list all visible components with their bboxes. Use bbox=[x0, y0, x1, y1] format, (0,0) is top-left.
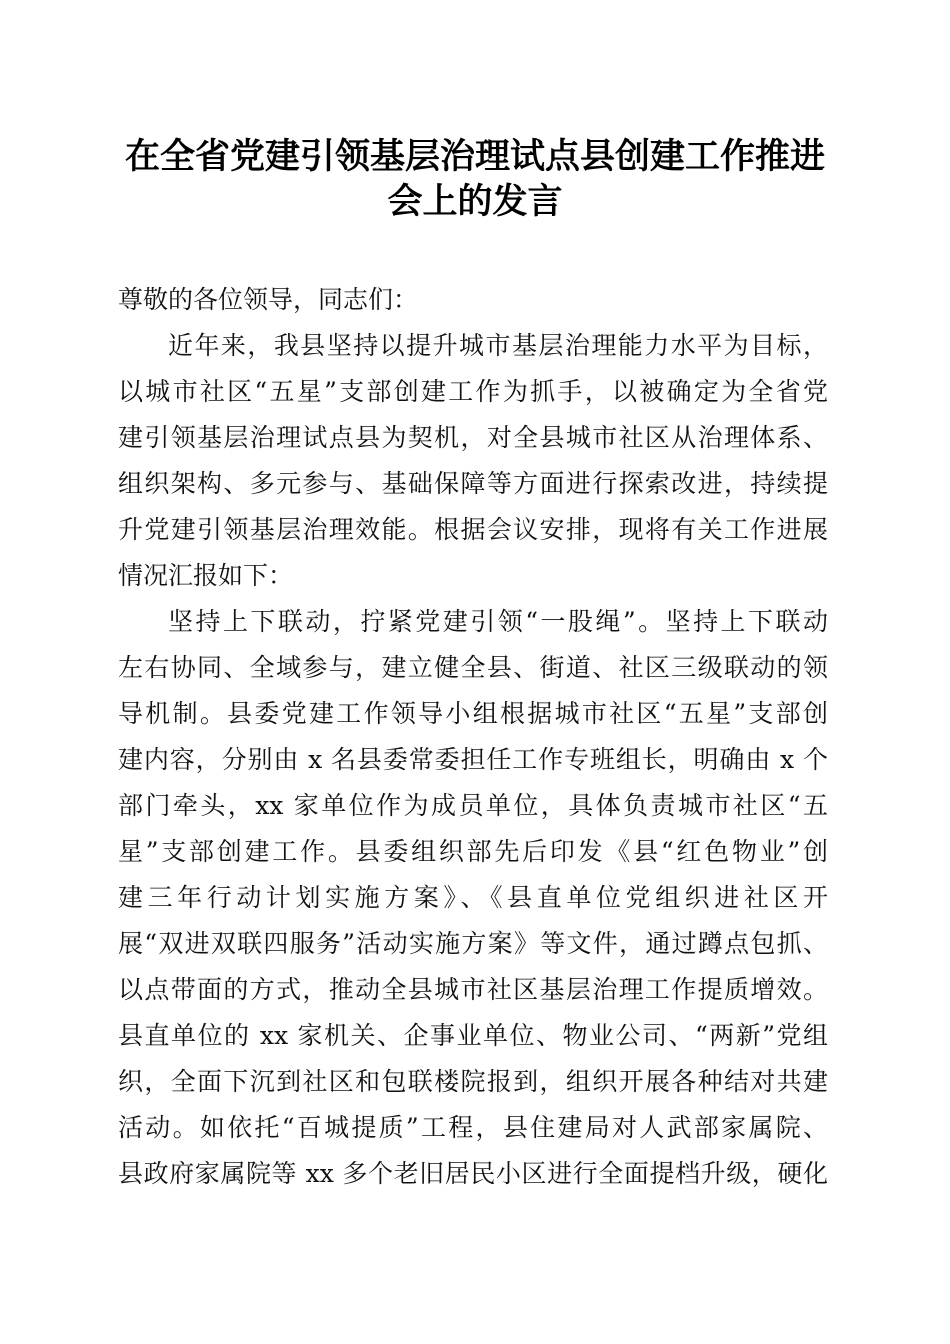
paragraph-2-line: 左右协同、全域参与，建立健全县、街道、社区三级联动的领 bbox=[118, 653, 828, 682]
document-title-line-2: 会上的发言 bbox=[387, 181, 563, 222]
paragraph-2-line: 织，全面下沉到社区和包联楼院报到，组织开展各种结对共建 bbox=[118, 1067, 828, 1096]
paragraph-2-line: 星”支部创建工作。县委组织部先后印发《县“红色物业”创 bbox=[118, 837, 828, 866]
paragraph-1-line: 以城市社区“五星”支部创建工作为抓手，以被确定为全省党 bbox=[118, 377, 828, 406]
paragraph-2-line: 部门牵头，xx 家单位作为成员单位，具体负责城市社区“五 bbox=[118, 791, 828, 820]
paragraph-2-line: 展“双进双联四服务”活动实施方案》等文件，通过蹲点包抓、 bbox=[118, 929, 828, 958]
paragraph-2-line: 建内容，分别由 x 名县委常委担任工作专班组长，明确由 x 个 bbox=[118, 745, 828, 774]
paragraph-2-line: 坚持上下联动，拧紧党建引领“一股绳”。坚持上下联动 bbox=[168, 607, 828, 636]
paragraph-1-line: 组织架构、多元参与、基础保障等方面进行探索改进，持续提 bbox=[118, 469, 828, 498]
document-title-line-1: 在全省党建引领基层治理试点县创建工作推进 bbox=[124, 136, 825, 177]
paragraph-1-line: 近年来，我县坚持以提升城市基层治理能力水平为目标， bbox=[168, 331, 828, 360]
salutation: 尊敬的各位领导，同志们： bbox=[118, 285, 419, 314]
paragraph-1-line: 情况汇报如下： bbox=[118, 561, 294, 590]
paragraph-2-line: 以点带面的方式，推动全县城市社区基层治理工作提质增效。 bbox=[118, 975, 828, 1004]
paragraph-2-line: 建三年行动计划实施方案》、《县直单位党组织进社区开 bbox=[118, 883, 828, 912]
paragraph-1-line: 升党建引领基层治理效能。根据会议安排，现将有关工作进展 bbox=[118, 515, 828, 544]
paragraph-2-line: 导机制。县委党建工作领导小组根据城市社区“五星”支部创 bbox=[118, 699, 828, 728]
paragraph-1-line: 建引领基层治理试点县为契机，对全县城市社区从治理体系、 bbox=[118, 423, 828, 452]
paragraph-2-line: 县直单位的 xx 家机关、企事业单位、物业公司、“两新”党组 bbox=[118, 1021, 828, 1050]
paragraph-2-line: 活动。如依托“百城提质”工程，县住建局对人武部家属院、 bbox=[118, 1113, 828, 1142]
paragraph-2-line: 县政府家属院等 xx 多个老旧居民小区进行全面提档升级，硬化 bbox=[118, 1159, 828, 1188]
